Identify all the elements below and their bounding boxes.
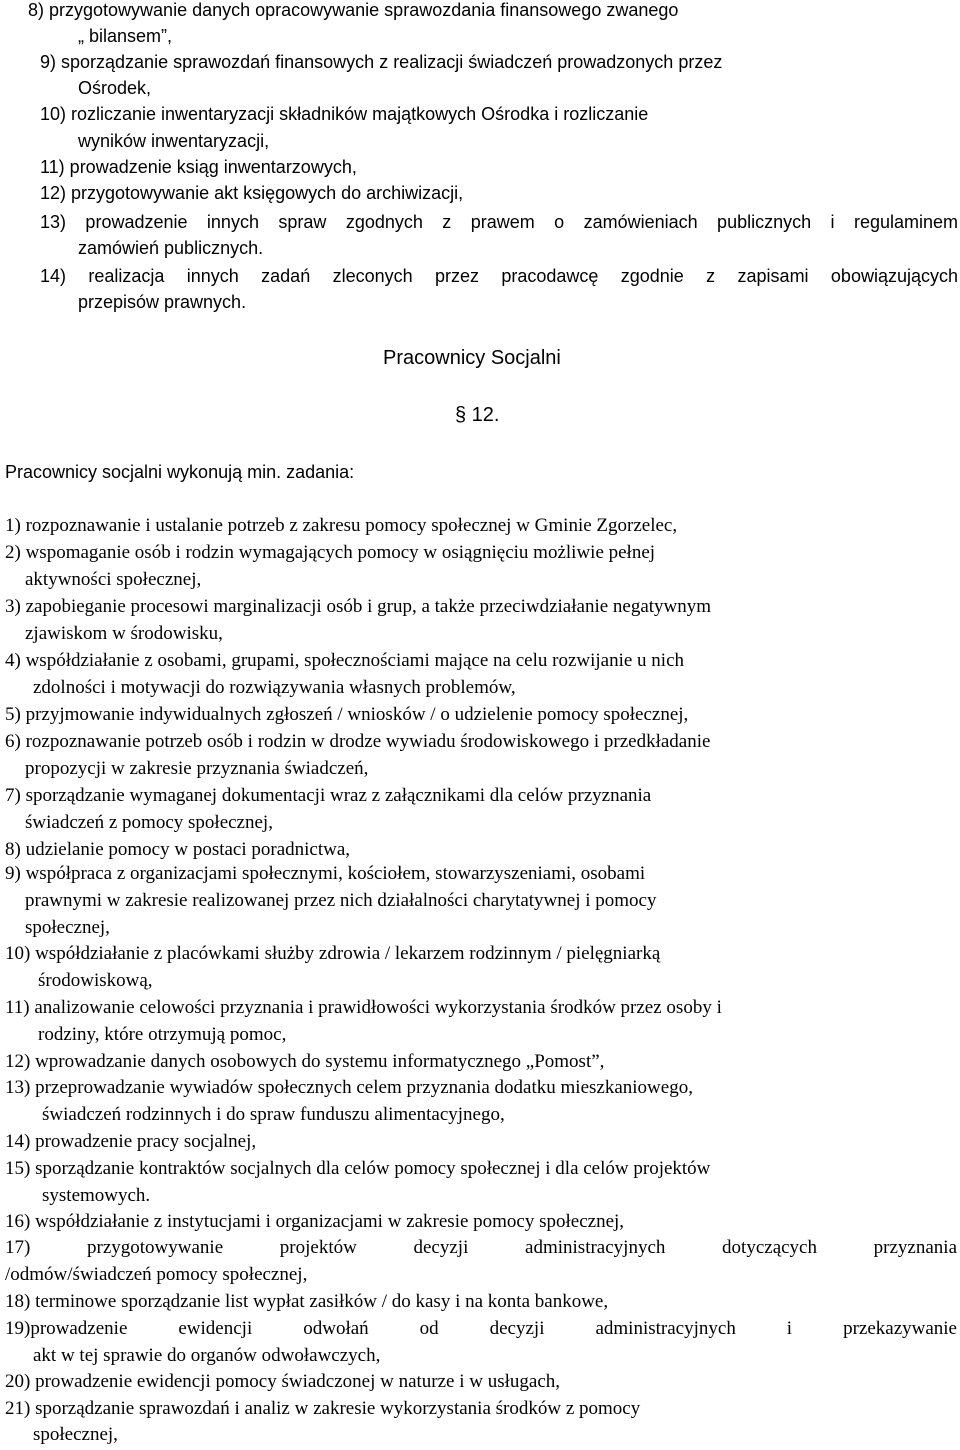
list-item: 16) współdziałanie z instytucjami i organizacjami w zakresie pomocy społecznej, [5,1211,625,1232]
list-item: 7) sporządzanie wymaganej dokumentacji wraz z załącznikami dla celów przyznania [5,785,652,806]
list-item: Ośrodek, [78,78,152,98]
list-item: świadczeń z pomocy społecznej, [25,812,273,833]
list-item: 5) przyjmowanie indywidualnych zgłoszeń / wniosków / o udzielenie pomocy społecznej, [5,704,689,725]
list-item: świadczeń rodzinnych i do spraw funduszu alimentacyjnego, [42,1104,505,1125]
list-item: 11) prowadzenie ksiąg inwentarzowych, [40,157,357,177]
list-item: 19)prowadzenie ewidencji odwołań od decyzji administracyjnych i przekazywanie [5,1318,957,1339]
list-item: aktywności społecznej, [25,569,202,590]
list-item: 4) współdziałanie z osobami, grupami, społecznościami mające na celu rozwijanie u nich [5,650,685,671]
list-item: wyników inwentaryzacji, [78,131,270,151]
paragraph-number: § 12. [455,404,500,426]
list-item: 3) zapobieganie procesowi marginalizacji osób i grup, a także przeciwdziałanie negatywnym [5,596,712,617]
list-item: przepisów prawnych. [78,292,247,312]
section-intro: Pracownicy socjalni wykonują min. zadania: [5,462,355,482]
list-item: 20) prowadzenie ewidencji pomocy świadczonej w naturze i w usługach, [5,1371,561,1392]
list-item: 11) analizowanie celowości przyznania i prawidłowości wykorzystania środków przez osoby i [5,997,722,1018]
list-item: 12) wprowadzanie danych osobowych do systemu informatycznego „Pomost”, [5,1051,605,1072]
list-item: społecznej, [33,1424,118,1445]
list-item: 18) terminowe sporządzanie list wypłat zasiłków / do kasy i na konta bankowe, [5,1291,609,1312]
list-item: 21) sporządzanie sprawozdań i analiz w zakresie wykorzystania środków z pomocy [5,1398,641,1419]
list-item: 13) prowadzenie innych spraw zgodnych z prawem o zamówieniach publicznych i regulaminem [40,212,958,232]
section-title: Pracownicy Socjalni [383,347,561,369]
list-item: zdolności i motywacji do rozwiązywania własnych problemów, [33,677,516,698]
list-item: 6) rozpoznawanie potrzeb osób i rodzin w drodze wywiadu środowiskowego i przedkładanie [5,731,711,752]
list-item: 8) przygotowywanie danych opracowywanie sprawozdania finansowego zwanego [28,0,679,20]
list-item: 12) przygotowywanie akt księgowych do archiwizacji, [40,183,464,203]
list-item: akt w tej sprawie do organów odwoławczych, [33,1345,381,1366]
list-item: 13) przeprowadzanie wywiadów społecznych celem przyznania dodatku mieszkaniowego, [5,1077,693,1098]
list-item: zamówień publicznych. [78,238,264,258]
list-item: 1) rozpoznawanie i ustalanie potrzeb z zakresu pomocy społecznej w Gminie Zgorzelec, [5,515,678,536]
list-item: 14) realizacja innych zadań zleconych przez pracodawcę zgodnie z zapisami obowiązujących [40,266,958,286]
list-item: społecznej, [25,917,110,938]
list-item: systemowych. [42,1185,151,1206]
list-item: rodziny, które otrzymują pomoc, [38,1024,287,1045]
list-item: propozycji w zakresie przyznania świadczeń, [25,758,369,779]
list-item: 10) rozliczanie inwentaryzacji składników majątkowych Ośrodka i rozliczanie [40,104,649,124]
list-item: prawnymi w zakresie realizowanej przez nich działalności charytatywnej i pomocy [25,890,657,911]
list-item: 17) przygotowywanie projektów decyzji administracyjnych dotyczących przyznania [5,1237,957,1258]
list-item: /odmów/świadczeń pomocy społecznej, [5,1264,308,1285]
list-item: zjawiskom w środowisku, [25,623,223,644]
list-item: 15) sporządzanie kontraktów socjalnych dla celów pomocy społecznej i dla celów projektów [5,1158,711,1179]
list-item: 14) prowadzenie pracy socjalnej, [5,1131,257,1152]
list-item: 2) wspomaganie osób i rodzin wymagających pomocy w osiągnięciu możliwie pełnej [5,542,656,563]
list-item: 9) współpraca z organizacjami społecznymi, kościołem, stowarzyszeniami, osobami [5,863,646,884]
list-item: środowiskową, [38,970,153,991]
list-item: 9) sporządzanie sprawozdań finansowych z realizacji świadczeń prowadzonych przez [40,52,723,72]
list-item: „ bilansem”, [78,26,173,46]
list-item: 8) udzielanie pomocy w postaci poradnictwa, [5,839,351,860]
list-item: 10) współdziałanie z placówkami służby zdrowia / lekarzem rodzinnym / pielęgniarką [5,943,661,964]
